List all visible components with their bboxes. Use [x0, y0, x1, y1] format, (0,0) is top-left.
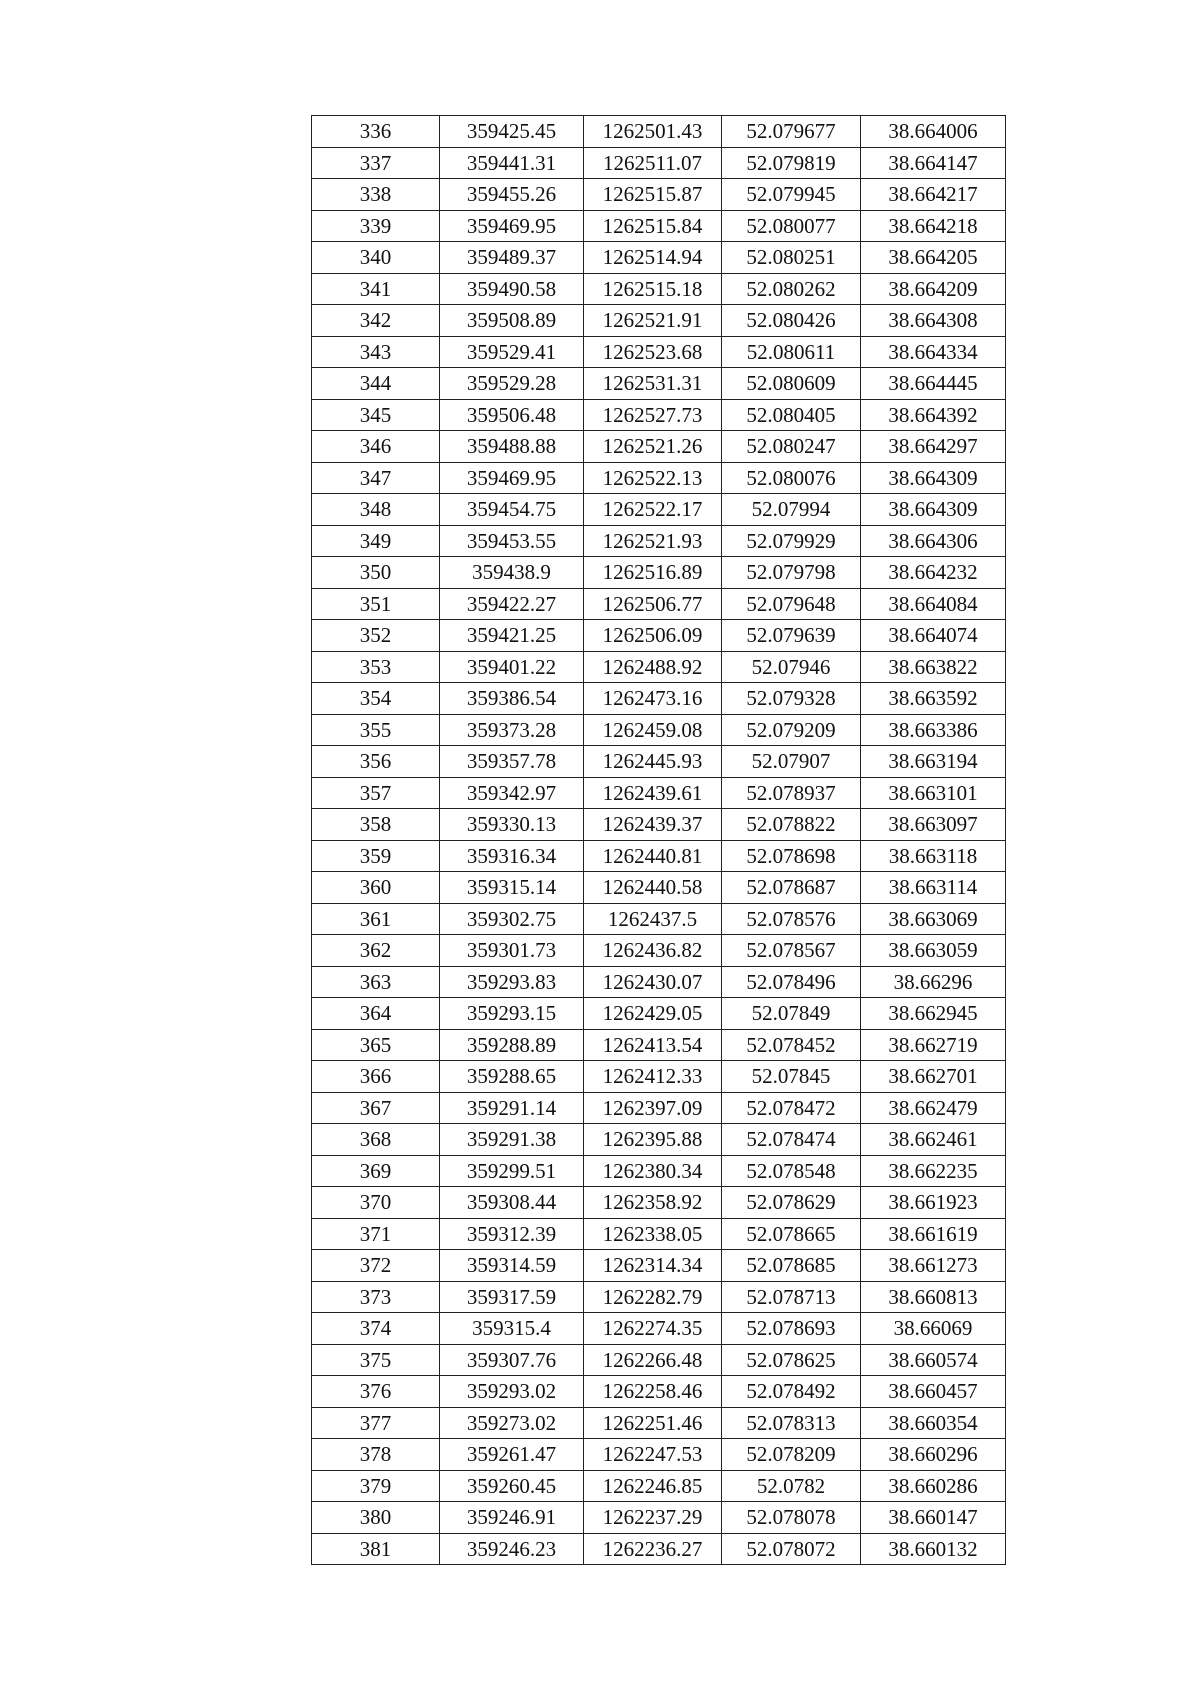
x-coordinate-cell: 359508.89 — [440, 305, 584, 337]
x-coordinate-cell: 359357.78 — [440, 746, 584, 778]
latitude-cell: 52.079209 — [722, 714, 861, 746]
y-coordinate-cell: 1262531.31 — [584, 368, 722, 400]
latitude-cell: 52.07907 — [722, 746, 861, 778]
y-coordinate-cell: 1262282.79 — [584, 1281, 722, 1313]
point-number-cell: 379 — [312, 1470, 440, 1502]
table-row — [312, 809, 1006, 841]
table-row — [312, 1218, 1006, 1250]
point-number-cell: 377 — [312, 1407, 440, 1439]
y-coordinate-cell: 1262314.34 — [584, 1250, 722, 1282]
x-coordinate-cell: 359288.65 — [440, 1061, 584, 1093]
x-coordinate-cell: 359490.58 — [440, 273, 584, 305]
latitude-cell: 52.080426 — [722, 305, 861, 337]
point-number-cell: 344 — [312, 368, 440, 400]
longitude-cell: 38.662479 — [861, 1092, 1006, 1124]
coordinates-table-body — [312, 116, 1006, 1565]
longitude-cell: 38.660296 — [861, 1439, 1006, 1471]
table-row — [312, 1407, 1006, 1439]
longitude-cell: 38.66069 — [861, 1313, 1006, 1345]
y-coordinate-cell: 1262473.16 — [584, 683, 722, 715]
x-coordinate-cell: 359293.02 — [440, 1376, 584, 1408]
x-coordinate-cell: 359273.02 — [440, 1407, 584, 1439]
point-number-cell: 348 — [312, 494, 440, 526]
table-row — [312, 210, 1006, 242]
table-row — [312, 1313, 1006, 1345]
latitude-cell: 52.080076 — [722, 462, 861, 494]
x-coordinate-cell: 359246.23 — [440, 1533, 584, 1565]
y-coordinate-cell: 1262515.84 — [584, 210, 722, 242]
latitude-cell: 52.079648 — [722, 588, 861, 620]
x-coordinate-cell: 359315.14 — [440, 872, 584, 904]
point-number-cell: 360 — [312, 872, 440, 904]
point-number-cell: 372 — [312, 1250, 440, 1282]
latitude-cell: 52.079945 — [722, 179, 861, 211]
point-number-cell: 350 — [312, 557, 440, 589]
y-coordinate-cell: 1262436.82 — [584, 935, 722, 967]
latitude-cell: 52.078713 — [722, 1281, 861, 1313]
table-row — [312, 147, 1006, 179]
latitude-cell: 52.078698 — [722, 840, 861, 872]
table-row — [312, 872, 1006, 904]
x-coordinate-cell: 359422.27 — [440, 588, 584, 620]
table-row — [312, 966, 1006, 998]
y-coordinate-cell: 1262412.33 — [584, 1061, 722, 1093]
x-coordinate-cell: 359469.95 — [440, 462, 584, 494]
x-coordinate-cell: 359469.95 — [440, 210, 584, 242]
table-row — [312, 588, 1006, 620]
y-coordinate-cell: 1262237.29 — [584, 1502, 722, 1534]
y-coordinate-cell: 1262521.93 — [584, 525, 722, 557]
point-number-cell: 369 — [312, 1155, 440, 1187]
latitude-cell: 52.078629 — [722, 1187, 861, 1219]
point-number-cell: 371 — [312, 1218, 440, 1250]
latitude-cell: 52.080611 — [722, 336, 861, 368]
y-coordinate-cell: 1262522.17 — [584, 494, 722, 526]
point-number-cell: 358 — [312, 809, 440, 841]
table-row — [312, 557, 1006, 589]
longitude-cell: 38.663101 — [861, 777, 1006, 809]
point-number-cell: 349 — [312, 525, 440, 557]
table-row — [312, 1124, 1006, 1156]
latitude-cell: 52.078492 — [722, 1376, 861, 1408]
y-coordinate-cell: 1262251.46 — [584, 1407, 722, 1439]
table-row — [312, 1155, 1006, 1187]
y-coordinate-cell: 1262395.88 — [584, 1124, 722, 1156]
x-coordinate-cell: 359330.13 — [440, 809, 584, 841]
point-number-cell: 337 — [312, 147, 440, 179]
longitude-cell: 38.664084 — [861, 588, 1006, 620]
table-row — [312, 777, 1006, 809]
longitude-cell: 38.661273 — [861, 1250, 1006, 1282]
table-row — [312, 903, 1006, 935]
point-number-cell: 357 — [312, 777, 440, 809]
x-coordinate-cell: 359261.47 — [440, 1439, 584, 1471]
point-number-cell: 362 — [312, 935, 440, 967]
latitude-cell: 52.080077 — [722, 210, 861, 242]
table-row — [312, 179, 1006, 211]
latitude-cell: 52.0782 — [722, 1470, 861, 1502]
longitude-cell: 38.664217 — [861, 179, 1006, 211]
longitude-cell: 38.660813 — [861, 1281, 1006, 1313]
table-row — [312, 462, 1006, 494]
y-coordinate-cell: 1262338.05 — [584, 1218, 722, 1250]
longitude-cell: 38.664445 — [861, 368, 1006, 400]
latitude-cell: 52.078474 — [722, 1124, 861, 1156]
point-number-cell: 364 — [312, 998, 440, 1030]
y-coordinate-cell: 1262440.58 — [584, 872, 722, 904]
table-row — [312, 1344, 1006, 1376]
x-coordinate-cell: 359386.54 — [440, 683, 584, 715]
x-coordinate-cell: 359293.83 — [440, 966, 584, 998]
table-row — [312, 399, 1006, 431]
coordinates-table — [311, 115, 1006, 1565]
latitude-cell: 52.079798 — [722, 557, 861, 589]
latitude-cell: 52.078496 — [722, 966, 861, 998]
table-row — [312, 683, 1006, 715]
point-number-cell: 338 — [312, 179, 440, 211]
table-row — [312, 494, 1006, 526]
latitude-cell: 52.078209 — [722, 1439, 861, 1471]
x-coordinate-cell: 359308.44 — [440, 1187, 584, 1219]
y-coordinate-cell: 1262413.54 — [584, 1029, 722, 1061]
table-row — [312, 336, 1006, 368]
x-coordinate-cell: 359246.91 — [440, 1502, 584, 1534]
y-coordinate-cell: 1262266.48 — [584, 1344, 722, 1376]
point-number-cell: 346 — [312, 431, 440, 463]
y-coordinate-cell: 1262258.46 — [584, 1376, 722, 1408]
x-coordinate-cell: 359529.41 — [440, 336, 584, 368]
table-row — [312, 1470, 1006, 1502]
point-number-cell: 361 — [312, 903, 440, 935]
point-number-cell: 342 — [312, 305, 440, 337]
longitude-cell: 38.663097 — [861, 809, 1006, 841]
longitude-cell: 38.662701 — [861, 1061, 1006, 1093]
y-coordinate-cell: 1262439.61 — [584, 777, 722, 809]
longitude-cell: 38.661619 — [861, 1218, 1006, 1250]
x-coordinate-cell: 359312.39 — [440, 1218, 584, 1250]
y-coordinate-cell: 1262514.94 — [584, 242, 722, 274]
table-row — [312, 746, 1006, 778]
table-row — [312, 525, 1006, 557]
y-coordinate-cell: 1262440.81 — [584, 840, 722, 872]
point-number-cell: 356 — [312, 746, 440, 778]
latitude-cell: 52.078548 — [722, 1155, 861, 1187]
table-row — [312, 431, 1006, 463]
y-coordinate-cell: 1262488.92 — [584, 651, 722, 683]
latitude-cell: 52.079929 — [722, 525, 861, 557]
point-number-cell: 351 — [312, 588, 440, 620]
point-number-cell: 343 — [312, 336, 440, 368]
y-coordinate-cell: 1262246.85 — [584, 1470, 722, 1502]
longitude-cell: 38.664308 — [861, 305, 1006, 337]
point-number-cell: 374 — [312, 1313, 440, 1345]
point-number-cell: 363 — [312, 966, 440, 998]
table-row — [312, 116, 1006, 148]
table-row — [312, 1376, 1006, 1408]
table-row — [312, 935, 1006, 967]
x-coordinate-cell: 359401.22 — [440, 651, 584, 683]
point-number-cell: 336 — [312, 116, 440, 148]
table-row — [312, 1502, 1006, 1534]
latitude-cell: 52.078313 — [722, 1407, 861, 1439]
y-coordinate-cell: 1262236.27 — [584, 1533, 722, 1565]
point-number-cell: 352 — [312, 620, 440, 652]
x-coordinate-cell: 359421.25 — [440, 620, 584, 652]
y-coordinate-cell: 1262437.5 — [584, 903, 722, 935]
latitude-cell: 52.078665 — [722, 1218, 861, 1250]
longitude-cell: 38.662719 — [861, 1029, 1006, 1061]
point-number-cell: 367 — [312, 1092, 440, 1124]
longitude-cell: 38.664309 — [861, 494, 1006, 526]
longitude-cell: 38.662461 — [861, 1124, 1006, 1156]
longitude-cell: 38.663059 — [861, 935, 1006, 967]
y-coordinate-cell: 1262521.26 — [584, 431, 722, 463]
x-coordinate-cell: 359489.37 — [440, 242, 584, 274]
point-number-cell: 376 — [312, 1376, 440, 1408]
longitude-cell: 38.663592 — [861, 683, 1006, 715]
y-coordinate-cell: 1262247.53 — [584, 1439, 722, 1471]
table-row — [312, 273, 1006, 305]
longitude-cell: 38.664209 — [861, 273, 1006, 305]
table-row — [312, 1061, 1006, 1093]
longitude-cell: 38.660457 — [861, 1376, 1006, 1408]
table-row — [312, 840, 1006, 872]
latitude-cell: 52.080247 — [722, 431, 861, 463]
latitude-cell: 52.078685 — [722, 1250, 861, 1282]
table-row — [312, 1250, 1006, 1282]
x-coordinate-cell: 359438.9 — [440, 557, 584, 589]
y-coordinate-cell: 1262274.35 — [584, 1313, 722, 1345]
y-coordinate-cell: 1262511.07 — [584, 147, 722, 179]
point-number-cell: 368 — [312, 1124, 440, 1156]
table-row — [312, 651, 1006, 683]
table-row — [312, 1281, 1006, 1313]
table-row — [312, 1092, 1006, 1124]
y-coordinate-cell: 1262516.89 — [584, 557, 722, 589]
longitude-cell: 38.663069 — [861, 903, 1006, 935]
y-coordinate-cell: 1262515.18 — [584, 273, 722, 305]
y-coordinate-cell: 1262506.77 — [584, 588, 722, 620]
point-number-cell: 355 — [312, 714, 440, 746]
y-coordinate-cell: 1262522.13 — [584, 462, 722, 494]
latitude-cell: 52.079639 — [722, 620, 861, 652]
point-number-cell: 380 — [312, 1502, 440, 1534]
x-coordinate-cell: 359293.15 — [440, 998, 584, 1030]
longitude-cell: 38.664297 — [861, 431, 1006, 463]
point-number-cell: 340 — [312, 242, 440, 274]
longitude-cell: 38.662235 — [861, 1155, 1006, 1187]
y-coordinate-cell: 1262430.07 — [584, 966, 722, 998]
x-coordinate-cell: 359529.28 — [440, 368, 584, 400]
y-coordinate-cell: 1262515.87 — [584, 179, 722, 211]
longitude-cell: 38.664232 — [861, 557, 1006, 589]
point-number-cell: 341 — [312, 273, 440, 305]
longitude-cell: 38.660132 — [861, 1533, 1006, 1565]
latitude-cell: 52.080405 — [722, 399, 861, 431]
latitude-cell: 52.078567 — [722, 935, 861, 967]
latitude-cell: 52.078576 — [722, 903, 861, 935]
y-coordinate-cell: 1262397.09 — [584, 1092, 722, 1124]
table-row — [312, 1533, 1006, 1565]
latitude-cell: 52.080262 — [722, 273, 861, 305]
x-coordinate-cell: 359453.55 — [440, 525, 584, 557]
longitude-cell: 38.663386 — [861, 714, 1006, 746]
longitude-cell: 38.664205 — [861, 242, 1006, 274]
point-number-cell: 381 — [312, 1533, 440, 1565]
latitude-cell: 52.078937 — [722, 777, 861, 809]
point-number-cell: 353 — [312, 651, 440, 683]
x-coordinate-cell: 359488.88 — [440, 431, 584, 463]
y-coordinate-cell: 1262501.43 — [584, 116, 722, 148]
point-number-cell: 339 — [312, 210, 440, 242]
y-coordinate-cell: 1262445.93 — [584, 746, 722, 778]
table-row — [312, 714, 1006, 746]
latitude-cell: 52.078472 — [722, 1092, 861, 1124]
longitude-cell: 38.664006 — [861, 116, 1006, 148]
table-row — [312, 242, 1006, 274]
table-row — [312, 1439, 1006, 1471]
latitude-cell: 52.078072 — [722, 1533, 861, 1565]
point-number-cell: 354 — [312, 683, 440, 715]
longitude-cell: 38.660354 — [861, 1407, 1006, 1439]
longitude-cell: 38.660147 — [861, 1502, 1006, 1534]
longitude-cell: 38.664147 — [861, 147, 1006, 179]
point-number-cell: 375 — [312, 1344, 440, 1376]
x-coordinate-cell: 359299.51 — [440, 1155, 584, 1187]
longitude-cell: 38.664392 — [861, 399, 1006, 431]
x-coordinate-cell: 359506.48 — [440, 399, 584, 431]
longitude-cell: 38.663118 — [861, 840, 1006, 872]
x-coordinate-cell: 359317.59 — [440, 1281, 584, 1313]
x-coordinate-cell: 359291.14 — [440, 1092, 584, 1124]
table-row — [312, 620, 1006, 652]
point-number-cell: 365 — [312, 1029, 440, 1061]
x-coordinate-cell: 359315.4 — [440, 1313, 584, 1345]
point-number-cell: 370 — [312, 1187, 440, 1219]
y-coordinate-cell: 1262523.68 — [584, 336, 722, 368]
latitude-cell: 52.07994 — [722, 494, 861, 526]
y-coordinate-cell: 1262358.92 — [584, 1187, 722, 1219]
y-coordinate-cell: 1262380.34 — [584, 1155, 722, 1187]
x-coordinate-cell: 359307.76 — [440, 1344, 584, 1376]
longitude-cell: 38.660286 — [861, 1470, 1006, 1502]
latitude-cell: 52.078693 — [722, 1313, 861, 1345]
latitude-cell: 52.078625 — [722, 1344, 861, 1376]
longitude-cell: 38.663114 — [861, 872, 1006, 904]
x-coordinate-cell: 359288.89 — [440, 1029, 584, 1061]
table-row — [312, 368, 1006, 400]
table-row — [312, 305, 1006, 337]
x-coordinate-cell: 359425.45 — [440, 116, 584, 148]
longitude-cell: 38.662945 — [861, 998, 1006, 1030]
x-coordinate-cell: 359316.34 — [440, 840, 584, 872]
x-coordinate-cell: 359342.97 — [440, 777, 584, 809]
latitude-cell: 52.080609 — [722, 368, 861, 400]
longitude-cell: 38.66296 — [861, 966, 1006, 998]
point-number-cell: 345 — [312, 399, 440, 431]
latitude-cell: 52.07845 — [722, 1061, 861, 1093]
y-coordinate-cell: 1262527.73 — [584, 399, 722, 431]
longitude-cell: 38.664074 — [861, 620, 1006, 652]
latitude-cell: 52.079677 — [722, 116, 861, 148]
x-coordinate-cell: 359454.75 — [440, 494, 584, 526]
latitude-cell: 52.078822 — [722, 809, 861, 841]
point-number-cell: 359 — [312, 840, 440, 872]
x-coordinate-cell: 359291.38 — [440, 1124, 584, 1156]
point-number-cell: 378 — [312, 1439, 440, 1471]
longitude-cell: 38.664218 — [861, 210, 1006, 242]
point-number-cell: 347 — [312, 462, 440, 494]
x-coordinate-cell: 359455.26 — [440, 179, 584, 211]
latitude-cell: 52.078078 — [722, 1502, 861, 1534]
y-coordinate-cell: 1262439.37 — [584, 809, 722, 841]
latitude-cell: 52.07946 — [722, 651, 861, 683]
y-coordinate-cell: 1262429.05 — [584, 998, 722, 1030]
x-coordinate-cell: 359302.75 — [440, 903, 584, 935]
longitude-cell: 38.661923 — [861, 1187, 1006, 1219]
longitude-cell: 38.664334 — [861, 336, 1006, 368]
latitude-cell: 52.078452 — [722, 1029, 861, 1061]
x-coordinate-cell: 359260.45 — [440, 1470, 584, 1502]
latitude-cell: 52.079328 — [722, 683, 861, 715]
x-coordinate-cell: 359314.59 — [440, 1250, 584, 1282]
longitude-cell: 38.664306 — [861, 525, 1006, 557]
x-coordinate-cell: 359373.28 — [440, 714, 584, 746]
point-number-cell: 366 — [312, 1061, 440, 1093]
y-coordinate-cell: 1262506.09 — [584, 620, 722, 652]
latitude-cell: 52.078687 — [722, 872, 861, 904]
longitude-cell: 38.660574 — [861, 1344, 1006, 1376]
point-number-cell: 373 — [312, 1281, 440, 1313]
longitude-cell: 38.664309 — [861, 462, 1006, 494]
longitude-cell: 38.663822 — [861, 651, 1006, 683]
longitude-cell: 38.663194 — [861, 746, 1006, 778]
x-coordinate-cell: 359441.31 — [440, 147, 584, 179]
y-coordinate-cell: 1262459.08 — [584, 714, 722, 746]
table-row — [312, 1187, 1006, 1219]
table-row — [312, 1029, 1006, 1061]
table-row — [312, 998, 1006, 1030]
latitude-cell: 52.080251 — [722, 242, 861, 274]
y-coordinate-cell: 1262521.91 — [584, 305, 722, 337]
latitude-cell: 52.07849 — [722, 998, 861, 1030]
x-coordinate-cell: 359301.73 — [440, 935, 584, 967]
latitude-cell: 52.079819 — [722, 147, 861, 179]
